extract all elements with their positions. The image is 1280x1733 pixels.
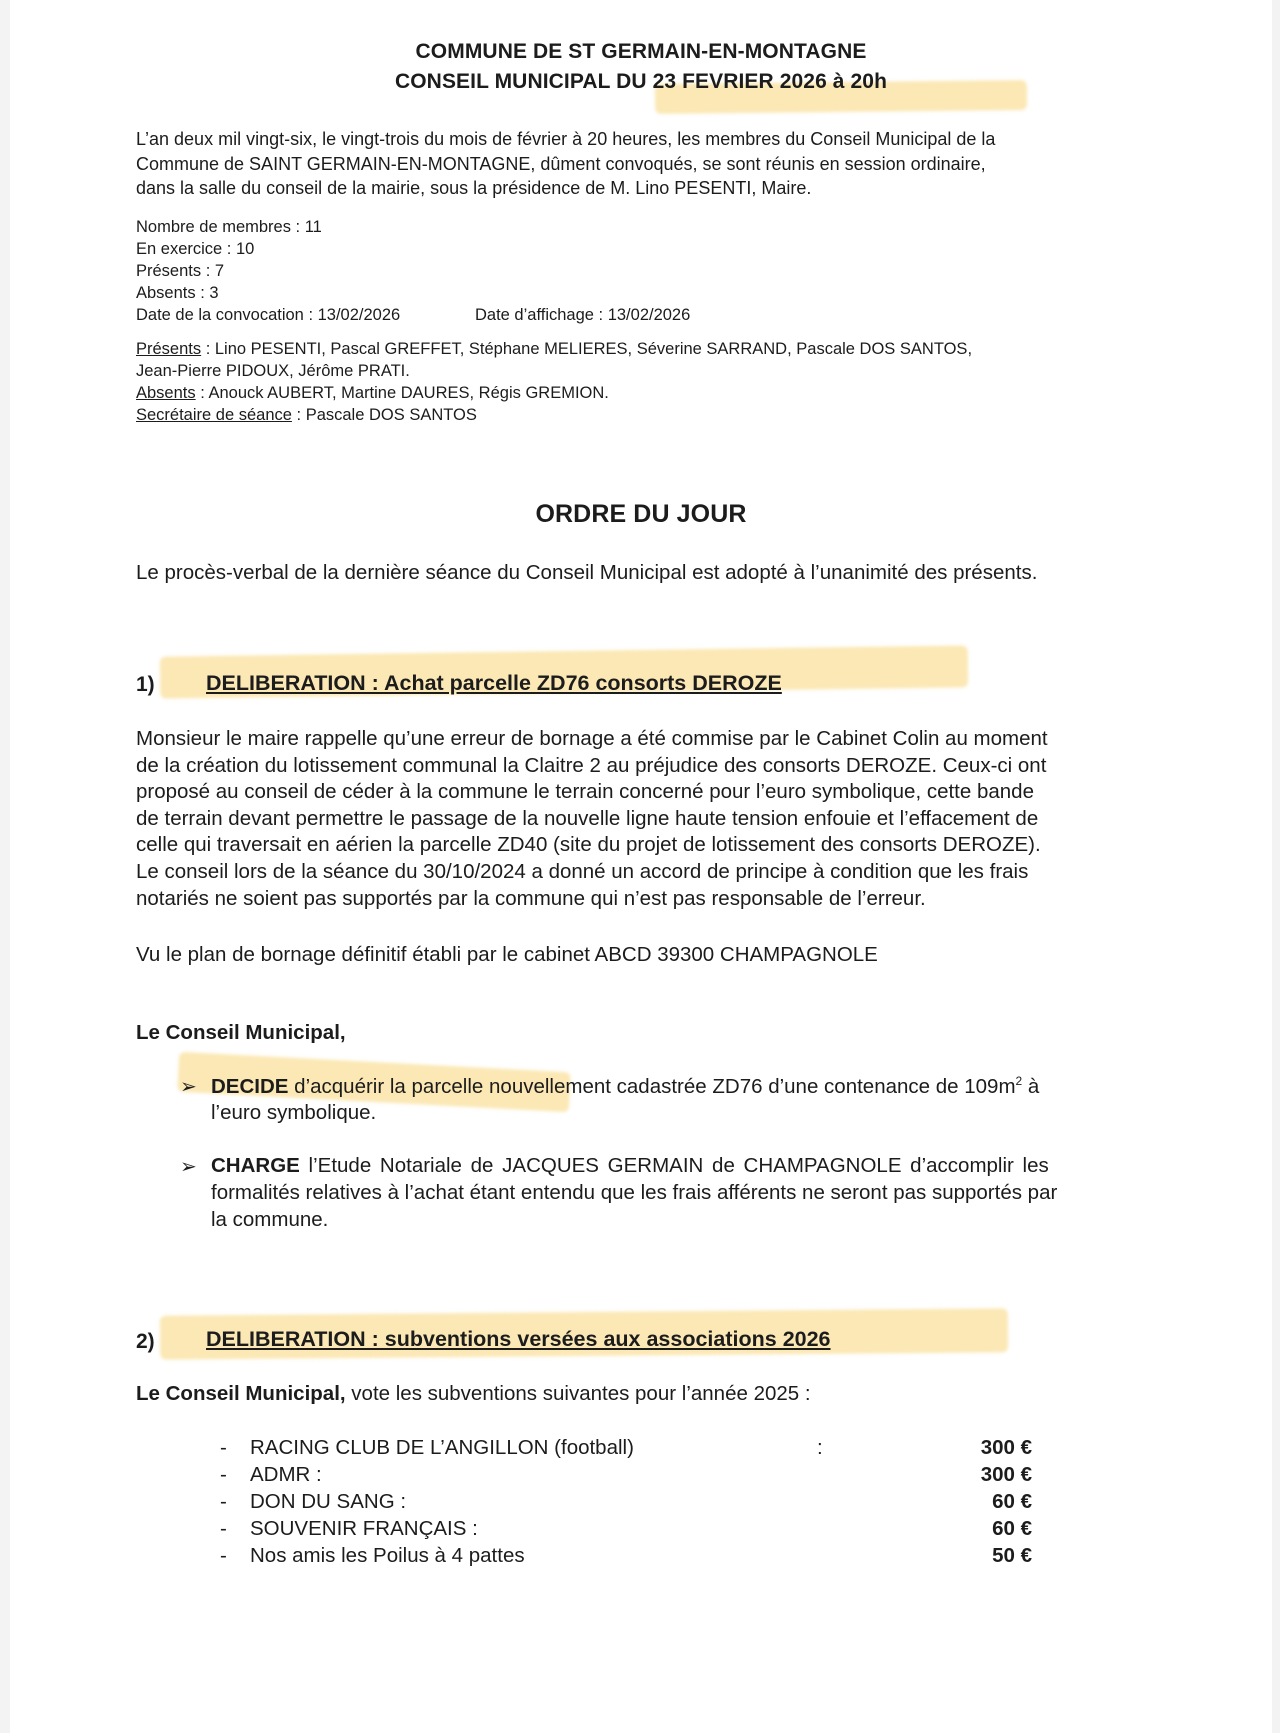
dash-bullet: - bbox=[220, 1463, 227, 1486]
intro-line-1: L’an deux mil vingt-six, le vingt-trois du mois de février à 20 heures, les membres du Conseil Municipal de la bbox=[136, 129, 996, 149]
decision-keyword: DECIDE bbox=[211, 1074, 289, 1098]
paragraph-line: Monsieur le maire rappelle qu’une erreur de bornage a été commise par le Cabinet Colin au moment bbox=[136, 727, 1048, 750]
subsidy-label: Nos amis les Poilus à 4 pattes bbox=[250, 1544, 525, 1567]
vu-statement: Vu le plan de bornage définitif établi par le cabinet ABCD 39300 CHAMPAGNOLE bbox=[136, 943, 878, 966]
decision-text: l’Etude Notariale de JACQUES GERMAIN de CHAMPAGNOLE d’accomplir les bbox=[299, 1154, 1049, 1177]
subsidy-label: RACING CLUB DE L’ANGILLON (football) bbox=[250, 1436, 634, 1459]
subsidy-amount: 300 € bbox=[980, 1463, 1032, 1486]
subsidy-amount: 50 € bbox=[992, 1544, 1032, 1567]
meeting-title: CONSEIL MUNICIPAL DU 23 FEVRIER 2026 à 20h bbox=[394, 70, 887, 93]
superscript: 2 bbox=[1015, 1074, 1023, 1088]
decision-charge bbox=[211, 1154, 1049, 1178]
dash-bullet: - bbox=[220, 1517, 227, 1540]
arrow-bullet-icon: ➢ bbox=[180, 1076, 197, 1098]
convocation-date: Date de la convocation : 13/02/2026 bbox=[136, 306, 401, 324]
paragraph-line: notariés ne soient pas supportés par la commune qui n’est pas responsable de l’erreur. bbox=[136, 886, 926, 910]
decision-text-end: à bbox=[1022, 1074, 1040, 1098]
section1-paragraph bbox=[136, 726, 1196, 912]
present-list bbox=[136, 338, 972, 360]
section2-number: 2) bbox=[136, 1330, 155, 1353]
arrow-bullet-icon: ➢ bbox=[180, 1156, 197, 1178]
section1-number: 1) bbox=[136, 673, 155, 696]
subsidy-amount: 60 € bbox=[992, 1490, 1032, 1513]
subsidy-label: ADMR : bbox=[250, 1463, 322, 1486]
section1-title: DELIBERATION : Achat parcelle ZD76 consorts DEROZE bbox=[206, 671, 782, 695]
paragraph-line: de la création du lotissement communal la Claitre 2 au préjudice des consorts DEROZE. Ceux-ci ont bbox=[136, 753, 1047, 777]
decision-text: d’acquérir la parcelle nouvellement cadastrée ZD76 d’une contenance de 109m bbox=[288, 1074, 1016, 1098]
decision-keyword: CHARGE bbox=[211, 1154, 300, 1177]
subsidy-amount: 60 € bbox=[992, 1517, 1032, 1540]
decision-charge-cont: formalités relatives à l’achat étant entendu que les frais afférents ne seront pas supportés par bbox=[211, 1181, 1058, 1204]
present-names: : Lino PESENTI, Pascal GREFFET, Stéphane MELIERES, Séverine SARRAND, Pascale DOS SANTOS, bbox=[201, 340, 973, 358]
paragraph-line: proposé au conseil de céder à la commune le terrain concerné pour l’euro symbolique, cette bande bbox=[136, 780, 1034, 804]
commune-title: COMMUNE DE ST GERMAIN-EN-MONTAGNE bbox=[415, 40, 867, 63]
subsidy-separator: : bbox=[817, 1436, 823, 1459]
absent-label: Absents bbox=[136, 384, 196, 402]
subsidies-intro-text: vote les subventions suivantes pour l’année 2025 : bbox=[345, 1382, 811, 1405]
posting-date: Date d’affichage : 13/02/2026 bbox=[475, 306, 691, 324]
absent-list bbox=[136, 382, 609, 404]
section2-title: DELIBERATION : subventions versées aux associations 2026 bbox=[206, 1327, 831, 1351]
intro-line-3: dans la salle du conseil de la mairie, sous la présidence de M. Lino PESENTI, Maire. bbox=[136, 178, 812, 198]
stat-absent: Absents : 3 bbox=[136, 284, 219, 302]
secretary-name: : Pascale DOS SANTOS bbox=[291, 406, 477, 424]
agenda-title: ORDRE DU JOUR bbox=[535, 500, 747, 528]
subsidies-intro bbox=[136, 1382, 811, 1406]
dash-bullet: - bbox=[220, 1490, 227, 1513]
secretary bbox=[136, 404, 477, 426]
subsidy-label: SOUVENIR FRANÇAIS : bbox=[250, 1517, 478, 1540]
present-list-cont: Jean-Pierre PIDOUX, Jérôme PRATI. bbox=[136, 362, 410, 380]
council-label: Le Conseil Municipal, bbox=[136, 1382, 346, 1405]
stat-present: Présents : 7 bbox=[136, 262, 225, 280]
council-heading: Le Conseil Municipal, bbox=[136, 1021, 346, 1044]
stat-in-office: En exercice : 10 bbox=[136, 240, 255, 258]
paragraph-line: de terrain devant permettre le passage de la nouvelle ligne haute tension enfouie et l’effacement de bbox=[136, 806, 1039, 830]
decision-decide bbox=[211, 1074, 1039, 1099]
minutes-note: Le procès-verbal de la dernière séance du Conseil Municipal est adopté à l’unanimité des présents. bbox=[136, 561, 1038, 584]
stat-members: Nombre de membres : 11 bbox=[136, 218, 322, 236]
dash-bullet: - bbox=[220, 1436, 227, 1459]
secretary-label: Secrétaire de séance bbox=[136, 406, 292, 424]
decision-charge-cont2: la commune. bbox=[211, 1208, 329, 1231]
absent-names: : Anouck AUBERT, Martine DAURES, Régis GREMION. bbox=[195, 384, 609, 402]
intro-line-2: Commune de SAINT GERMAIN-EN-MONTAGNE, dûment convoqués, se sont réunis en session ordinaire, bbox=[136, 154, 986, 174]
decision-decide-cont: l’euro symbolique. bbox=[211, 1101, 377, 1124]
document-page bbox=[10, 0, 1272, 1733]
subsidy-label: DON DU SANG : bbox=[250, 1490, 407, 1513]
paragraph-line: celle qui traversait en aérien la parcelle ZD40 (site du projet de lotissement des consorts DEROZE). bbox=[136, 833, 1041, 857]
dash-bullet: - bbox=[220, 1544, 227, 1567]
subsidy-amount: 300 € bbox=[980, 1436, 1032, 1459]
paragraph-line: Le conseil lors de la séance du 30/10/2024 a donné un accord de principe à condition que les frais bbox=[136, 859, 1029, 883]
present-label: Présents bbox=[136, 340, 202, 358]
